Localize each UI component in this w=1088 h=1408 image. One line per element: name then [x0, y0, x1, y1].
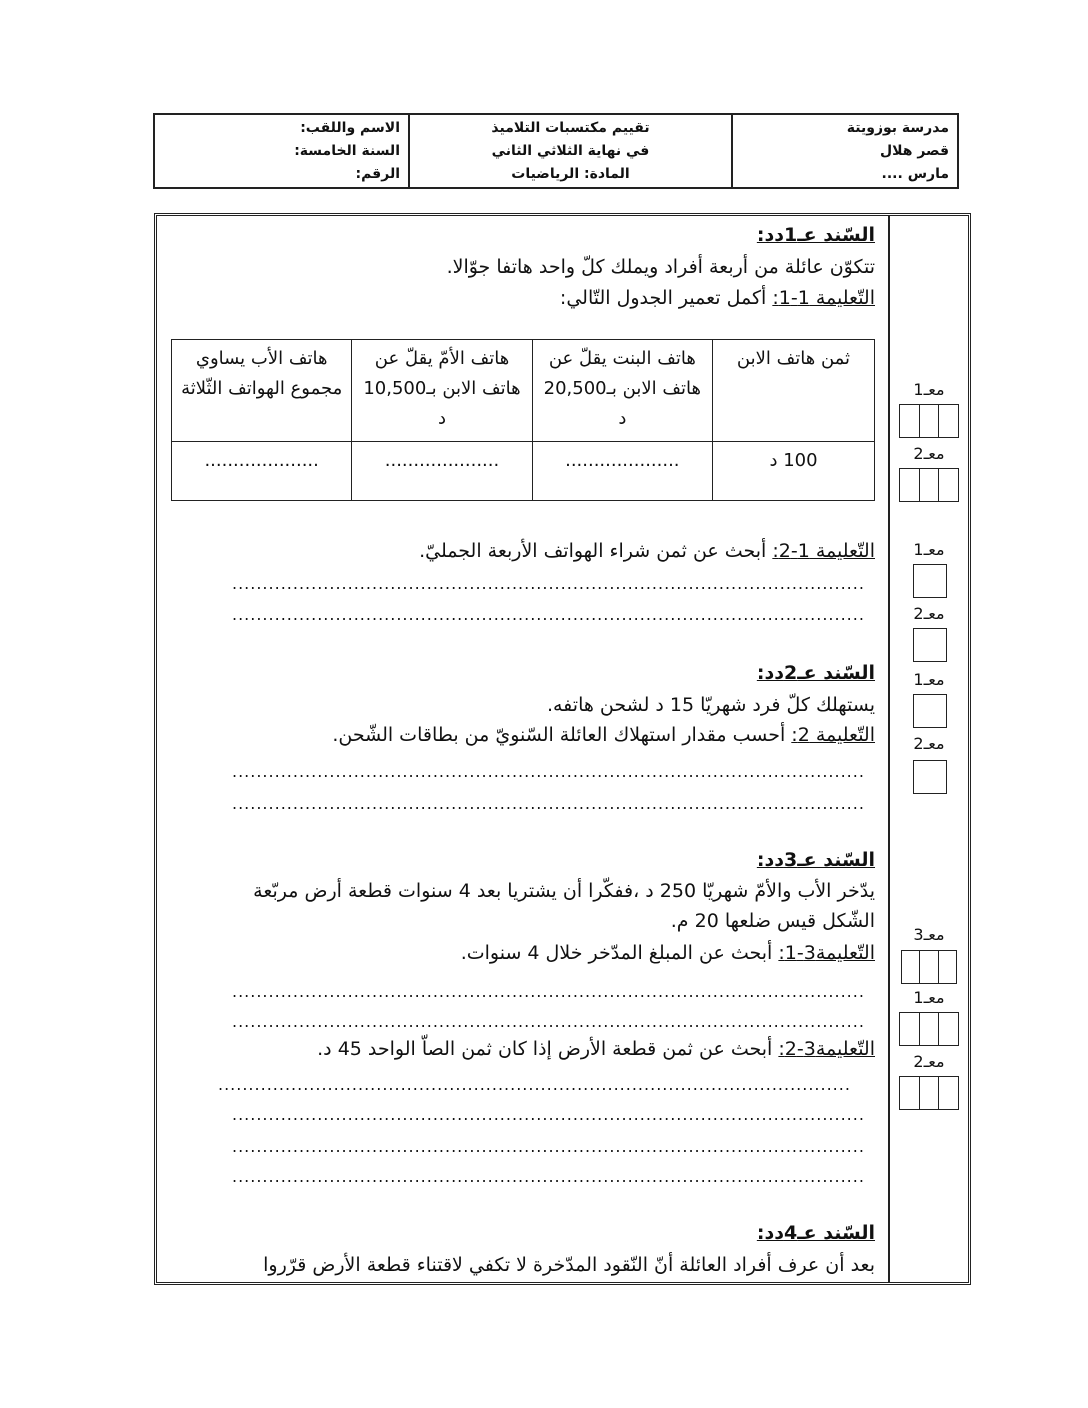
- score-box[interactable]: [899, 404, 959, 438]
- criterion-label-m1: معـ1: [913, 540, 945, 559]
- school-info: [731, 115, 957, 187]
- school-name: مدرسة بوزويتة: [846, 120, 949, 136]
- section1-instruction1: [560, 283, 875, 313]
- section1-title: السّند عـ1دد:: [756, 224, 875, 246]
- score-box[interactable]: [901, 950, 957, 984]
- student-name-label: الاسم واللقب:: [300, 120, 400, 136]
- answer-line[interactable]: ........................................................................................................: [232, 1137, 865, 1156]
- score-box[interactable]: [899, 468, 959, 502]
- criterion-label-m2: معـ2: [913, 444, 945, 463]
- answer-line[interactable]: ........................................................................................................: [232, 762, 865, 781]
- answer-line[interactable]: ........................................................................................................: [232, 1012, 865, 1031]
- exam-title-line2: في نهاية الثلاثي الثاني: [491, 143, 650, 159]
- phones-table: [171, 339, 875, 501]
- score-box[interactable]: [899, 1012, 959, 1046]
- exam-subject: المادة: الرياضيات: [511, 166, 630, 182]
- instruction3-2-text: أبحث عن ثمن قطعة الأرض إذا كان ثمن الصاّ الواحد 45 د.: [317, 1038, 779, 1060]
- section2-title: السّند عـ2دد:: [756, 662, 875, 684]
- student-class-label: السنة الخامسة:: [294, 143, 400, 159]
- section4-text: بعد أن عرف أفراد العائلة أنّ النّقود المدّخرة لا تكفي لاقتناء قطعة الأرض قرّروا: [263, 1254, 875, 1276]
- instruction1-1-label: التّعليمة 1-1:: [772, 287, 875, 309]
- score-box[interactable]: [913, 628, 947, 662]
- score-box[interactable]: [899, 1076, 959, 1110]
- section3-title: السّند عـ3دد:: [756, 849, 875, 871]
- criterion-label-m2: معـ2: [913, 1052, 945, 1071]
- instruction3-2-label: التّعليمة3-2:: [778, 1038, 875, 1060]
- instruction3-1-label: التّعليمة3-1:: [778, 942, 875, 964]
- section4-title: السّند عـ4دد:: [756, 1222, 875, 1244]
- student-info: [155, 115, 408, 187]
- table-cell-father[interactable]: ....................: [172, 441, 352, 500]
- score-box[interactable]: [913, 564, 947, 598]
- answer-line[interactable]: ........................................................................................................: [232, 605, 865, 624]
- answer-line[interactable]: ........................................................................................................: [232, 1105, 865, 1124]
- table-header-daughter: هاتف البنت يقلّ عن هاتف الابن بـ20,500 د: [532, 340, 712, 442]
- score-box[interactable]: [913, 694, 947, 728]
- school-town: قصر هلال: [879, 143, 949, 159]
- score-column-divider: [888, 216, 890, 1282]
- answer-line[interactable]: ........................................................................................................: [232, 794, 865, 813]
- instruction1-1-text: أكمل تعمير الجدول التّالي:: [559, 287, 773, 309]
- criterion-label-m3: معـ3: [913, 925, 945, 944]
- criterion-label-m1: معـ1: [913, 988, 945, 1007]
- section3-instruction1: [461, 938, 875, 968]
- section1-text: تتكوّن عائلة من أربعة أفراد ويملك كلّ واحد هاتفا جوّالا.: [446, 256, 875, 278]
- exam-title: [408, 115, 731, 187]
- score-box[interactable]: [913, 760, 947, 794]
- section3-instruction2: [317, 1034, 875, 1064]
- instruction1-2-label: التّعليمة 1-2:: [772, 540, 875, 562]
- section3-text-line1: يدّخر الأب والأمّ شهريّا 250 د ،ففكّرا أن يشتريا بعد 4 سنوات قطعة أرض مربّعة: [253, 880, 875, 902]
- instruction1-2-text: أبحث عن ثمن شراء الهواتف الأربعة الجمليّ.: [419, 540, 773, 562]
- student-number-label: الرقم:: [355, 166, 400, 182]
- answer-line[interactable]: ........................................................................................................: [232, 1167, 865, 1186]
- answer-line[interactable]: ........................................................................................................: [232, 982, 865, 1001]
- table-header-mother: هاتف الأمّ يقلّ عن هاتف الابن بـ10,500 د: [352, 340, 532, 442]
- criterion-label-m2: معـ2: [913, 734, 945, 753]
- section2-text: يستهلك كلّ فرد شهريّا 15 د لشحن هاتفه.: [546, 694, 875, 716]
- table-cell-son: 100 د: [712, 441, 874, 500]
- instruction2-text: أحسب مقدار استهلاك العائلة السّنويّ من بطاقات الشّحن.: [332, 724, 792, 746]
- instruction2-label: التّعليمة 2:: [791, 724, 875, 746]
- criterion-label-m2: معـ2: [913, 604, 945, 623]
- exam-title-line1: تقييم مكتسبات التلاميذ: [491, 120, 650, 136]
- table-header-son: ثمن هاتف الابن: [712, 340, 874, 442]
- table-cell-daughter[interactable]: ....................: [532, 441, 712, 500]
- table-cell-mother[interactable]: ....................: [352, 441, 532, 500]
- criterion-label-m1: معـ1: [913, 670, 945, 689]
- answer-line[interactable]: ........................................................................................................: [218, 1075, 851, 1094]
- section2-instruction: [332, 720, 875, 750]
- exam-month: مارس ....: [881, 166, 949, 182]
- table-header-father: هاتف الأب يساوي مجموع الهواتف الثّلاثة: [172, 340, 352, 442]
- section1-instruction2: [419, 536, 875, 566]
- answer-line[interactable]: ........................................................................................................: [232, 574, 865, 593]
- criterion-label-m1: معـ1: [913, 380, 945, 399]
- section3-text-line2: الشّكل قيس ضلعها 20 م.: [670, 910, 875, 932]
- header-table: [153, 113, 959, 189]
- instruction3-1-text: أبحث عن المبلغ المدّخر خلال 4 سنوات.: [460, 942, 779, 964]
